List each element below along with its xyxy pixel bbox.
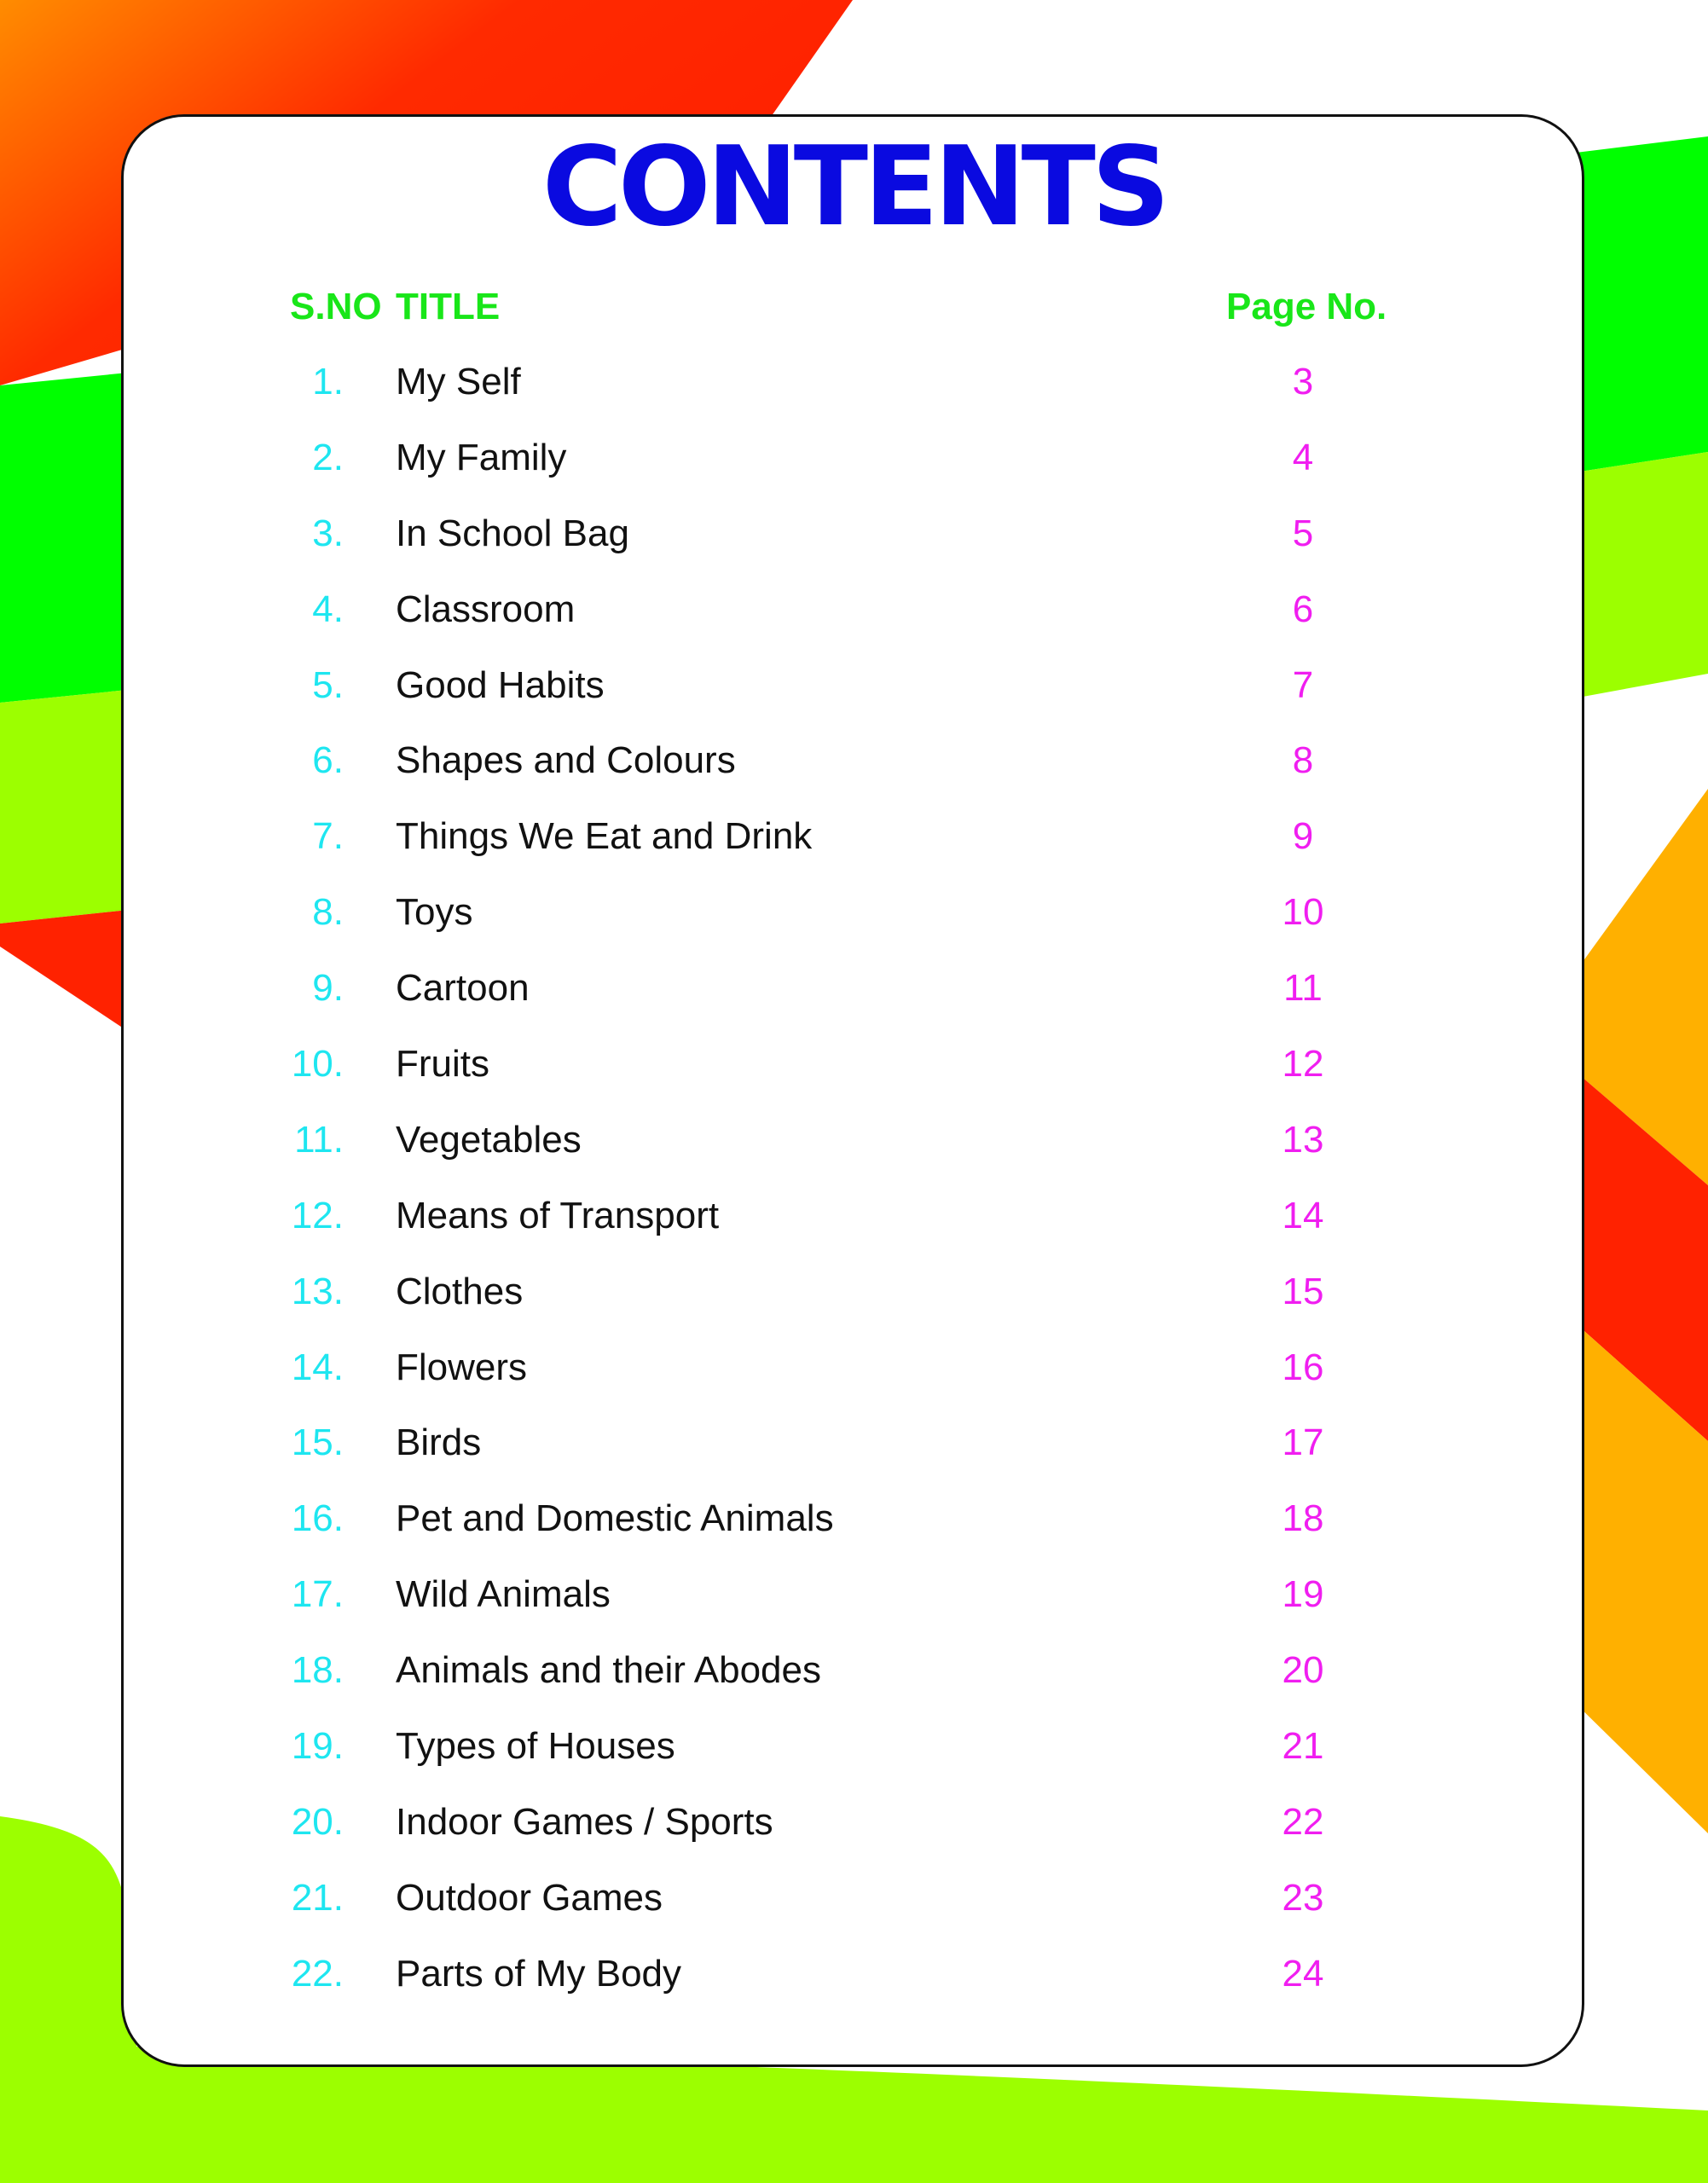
serial-number: 8. <box>312 891 344 934</box>
page-number: 17 <box>1282 1422 1324 1464</box>
chapter-title: Pet and Domestic Animals <box>396 1497 834 1540</box>
serial-number: 9. <box>312 967 344 1010</box>
list-item <box>0 1190 1708 1266</box>
list-item <box>0 1721 1708 1797</box>
serial-number: 11. <box>294 1118 344 1161</box>
page-title: CONTENTS <box>541 124 1167 251</box>
page-number: 21 <box>1282 1725 1324 1768</box>
list-item <box>0 1569 1708 1645</box>
serial-number: 14. <box>291 1346 344 1388</box>
list-item <box>0 1039 1708 1115</box>
page-number: 5 <box>1292 512 1314 554</box>
serial-number: 20. <box>291 1800 344 1843</box>
chapter-title: Fruits <box>396 1043 489 1086</box>
chapter-title: Vegetables <box>396 1118 582 1161</box>
list-item <box>0 432 1708 508</box>
list-item <box>0 1873 1708 1948</box>
list-item <box>0 1797 1708 1873</box>
serial-number: 7. <box>312 815 344 858</box>
page-number: 4 <box>1292 436 1314 478</box>
page-number: 12 <box>1282 1043 1324 1086</box>
list-item <box>0 1115 1708 1190</box>
list-item <box>0 1417 1708 1493</box>
page-number: 7 <box>1292 663 1314 706</box>
list-item <box>0 735 1708 811</box>
list-item <box>0 660 1708 736</box>
page-number: 14 <box>1282 1194 1324 1236</box>
chapter-title: Toys <box>396 891 473 934</box>
serial-number: 17. <box>291 1573 344 1616</box>
list-item <box>0 963 1708 1039</box>
serial-number: 22. <box>291 1952 344 1995</box>
page-number: 9 <box>1292 815 1314 858</box>
serial-number: 12. <box>291 1194 344 1236</box>
page-number: 6 <box>1292 588 1314 630</box>
chapter-title: Wild Animals <box>396 1573 611 1616</box>
serial-number: 21. <box>291 1876 344 1919</box>
page-number: 10 <box>1282 891 1324 934</box>
chapter-title: Animals and their Abodes <box>396 1649 821 1692</box>
list-item <box>0 1342 1708 1418</box>
serial-number: 6. <box>312 739 344 782</box>
list-item <box>0 811 1708 887</box>
chapter-title: Classroom <box>396 588 576 630</box>
page-number: 22 <box>1282 1800 1324 1843</box>
chapter-title: Outdoor Games <box>396 1876 663 1919</box>
page-number: 8 <box>1292 739 1314 782</box>
page-number: 16 <box>1282 1346 1324 1388</box>
chapter-title: Things We Eat and Drink <box>396 815 813 858</box>
page-number: 23 <box>1282 1876 1324 1919</box>
chapter-title: Flowers <box>396 1346 528 1388</box>
chapter-title: Clothes <box>396 1270 524 1312</box>
chapter-title: Types of Houses <box>396 1725 675 1768</box>
list-item <box>0 1948 1708 2024</box>
chapter-title: Parts of My Body <box>396 1952 682 1995</box>
header-title: TITLE <box>396 286 501 327</box>
serial-number: 4. <box>312 588 344 630</box>
page-number: 15 <box>1282 1270 1324 1312</box>
serial-number: 18. <box>291 1649 344 1692</box>
page-number: 20 <box>1282 1649 1324 1692</box>
contents-list <box>0 356 1708 2024</box>
list-item <box>0 1645 1708 1721</box>
serial-number: 1. <box>312 361 344 402</box>
header-sno: S.NO <box>290 286 382 327</box>
list-item <box>0 1493 1708 1569</box>
serial-number: 19. <box>291 1725 344 1768</box>
serial-number: 2. <box>312 436 344 478</box>
serial-number: 13. <box>291 1270 344 1312</box>
serial-number: 5. <box>312 663 344 706</box>
page-number: 24 <box>1282 1952 1324 1995</box>
chapter-title: My Self <box>396 361 521 402</box>
chapter-title: Good Habits <box>396 663 605 706</box>
chapter-title: Cartoon <box>396 967 530 1010</box>
list-item <box>0 356 1708 432</box>
page-number: 3 <box>1292 361 1314 402</box>
page-number: 11 <box>1283 967 1323 1010</box>
chapter-title: In School Bag <box>396 512 629 554</box>
chapter-title: Means of Transport <box>396 1194 720 1236</box>
serial-number: 10. <box>291 1043 344 1086</box>
chapter-title: My Family <box>396 436 567 478</box>
chapter-title: Shapes and Colours <box>396 739 736 782</box>
page-number: 19 <box>1282 1573 1324 1616</box>
chapter-title: Birds <box>396 1422 482 1464</box>
serial-number: 15. <box>291 1422 344 1464</box>
serial-number: 3. <box>312 512 344 554</box>
chapter-title: Indoor Games / Sports <box>396 1800 773 1843</box>
list-item <box>0 508 1708 584</box>
list-item <box>0 584 1708 660</box>
page-number: 13 <box>1282 1118 1324 1161</box>
list-item <box>0 887 1708 963</box>
list-item <box>0 1266 1708 1342</box>
serial-number: 16. <box>291 1497 344 1540</box>
page-number: 18 <box>1282 1497 1324 1540</box>
header-page-no: Page No. <box>1226 286 1387 327</box>
